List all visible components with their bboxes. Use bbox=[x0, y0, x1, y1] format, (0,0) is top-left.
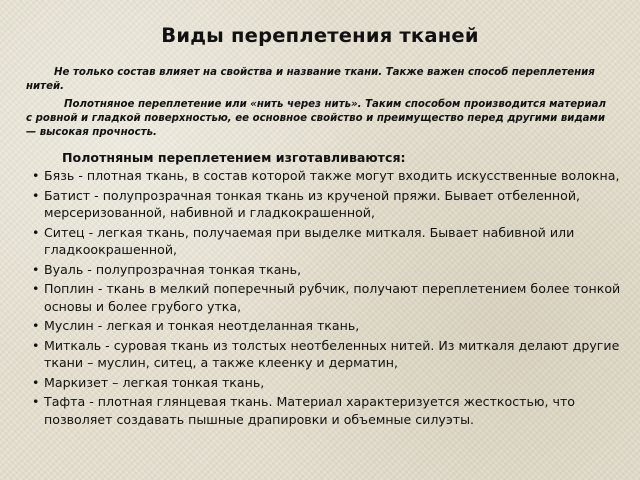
list-item bbox=[28, 167, 626, 184]
bullet-icon: • bbox=[32, 394, 40, 410]
list-item bbox=[28, 393, 626, 428]
list-item-text: Тафта - плотная глянцевая ткань. Материал характеризуется жесткостью, что позволяет создавать пышные драпировки и объемные силуэты. bbox=[44, 394, 576, 427]
list-item-text: Поплин - ткань в мелкий поперечный рубчик, получают переплетением более тонкой основы и более грубого утка, bbox=[44, 281, 621, 314]
list-item bbox=[28, 374, 626, 391]
list-item bbox=[28, 337, 626, 372]
bullet-icon: • bbox=[32, 261, 40, 277]
bullet-icon: • bbox=[32, 224, 40, 240]
bullet-icon: • bbox=[32, 281, 40, 297]
list-item-text: Вуаль - полупрозрачная тонкая ткань, bbox=[44, 261, 302, 277]
bullet-icon: • bbox=[32, 187, 40, 203]
list-item bbox=[28, 224, 626, 259]
slide-title: Виды переплетения тканей bbox=[161, 24, 479, 47]
list-item-text: Батист - полупрозрачная тонкая ткань из крученой пряжи. Бывает отбеленной, мерсеризованной, набивной и гладкокрашенной, bbox=[44, 187, 581, 220]
list-item-text: Миткаль - суровая ткань из толстых неотбеленных нитей. Из миткаля делают другие ткани – муслин, ситец, а также клеенку и дерматин, bbox=[44, 337, 620, 371]
list-item bbox=[28, 261, 626, 278]
list-item bbox=[28, 317, 626, 334]
list-item-text: Бязь - плотная ткань, в состав которой также могут входить искусственные волокна, bbox=[44, 168, 620, 183]
intro-paragraph: Полотняное переплетение или «нить через нить». Таким способом производится материал с ровной и гладкой поверхностью, ее основное свойство и преимущество перед другими видами — высокая прочность. bbox=[26, 99, 606, 138]
list-item-text: Муслин - легкая и тонкая неотделанная ткань, bbox=[44, 318, 360, 334]
bullet-icon: • bbox=[32, 318, 40, 334]
fabric-list bbox=[28, 167, 626, 430]
list-item bbox=[28, 280, 626, 315]
bullet-icon: • bbox=[32, 374, 40, 390]
intro-text bbox=[26, 66, 606, 140]
list-item-text: Маркизет – легкая тонкая ткань, bbox=[44, 374, 265, 390]
intro-paragraph: Не только состав влияет на свойства и название ткани. Также важен способ переплетения нитей. bbox=[26, 67, 595, 92]
bullet-icon: • bbox=[32, 337, 40, 353]
list-heading: Полотняным переплетением изготавливаются: bbox=[62, 150, 406, 165]
list-item bbox=[28, 187, 626, 222]
list-item-text: Ситец - легкая ткань, получаемая при выделке миткаля. Бывает набивной или гладкоокрашенной, bbox=[44, 224, 575, 257]
bullet-icon: • bbox=[32, 168, 40, 183]
